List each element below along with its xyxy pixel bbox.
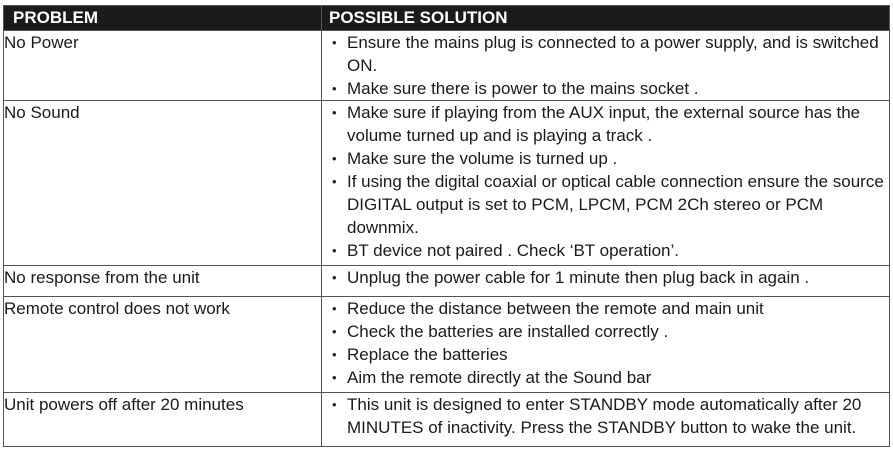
solution-cell xyxy=(322,266,890,297)
solution-item xyxy=(322,320,889,343)
table-row xyxy=(4,266,890,297)
bullet-icon: • xyxy=(332,105,337,120)
solution-text: Replace the batteries xyxy=(347,345,508,364)
solution-list xyxy=(322,31,889,100)
bullet-icon: • xyxy=(332,151,337,166)
bullet-icon: • xyxy=(332,174,337,189)
bullet-icon: • xyxy=(332,270,337,285)
bullet-icon: • xyxy=(332,35,337,50)
table-row xyxy=(4,297,890,393)
problem-cell: Unit powers off after 20 minutes xyxy=(4,393,322,447)
solution-list xyxy=(322,266,889,289)
solution-item xyxy=(322,343,889,366)
solution-text: Make sure there is power to the mains socket . xyxy=(347,79,699,98)
table-header-row xyxy=(4,6,890,31)
solution-text: If using the digital coaxial or optical cable connection ensure the source DIGITAL output is set to PCM, LPCM, PCM 2Ch stereo or PCM downmix. xyxy=(347,172,884,237)
solution-item xyxy=(322,366,889,389)
bullet-icon: • xyxy=(332,301,337,316)
solution-item xyxy=(322,266,889,289)
solution-item xyxy=(322,170,889,239)
solution-item xyxy=(322,77,889,100)
table-row xyxy=(4,101,890,266)
header-problem: PROBLEM xyxy=(4,6,322,31)
troubleshooting-table xyxy=(3,5,890,447)
solution-item xyxy=(322,239,889,262)
solution-item xyxy=(322,101,889,147)
bullet-icon: • xyxy=(332,324,337,339)
solution-text: BT device not paired . Check ‘BT operation’. xyxy=(347,241,679,260)
bullet-icon: • xyxy=(332,347,337,362)
problem-cell: No Power xyxy=(4,31,322,101)
problem-cell: No Sound xyxy=(4,101,322,266)
solution-item xyxy=(322,147,889,170)
solution-list xyxy=(322,101,889,262)
solution-item xyxy=(322,393,889,439)
bullet-icon: • xyxy=(332,397,337,412)
problem-cell: No response from the unit xyxy=(4,266,322,297)
solution-text: Ensure the mains plug is connected to a power supply, and is switched ON. xyxy=(347,33,879,75)
problem-cell: Remote control does not work xyxy=(4,297,322,393)
table-row xyxy=(4,31,890,101)
solution-text: Unplug the power cable for 1 minute then plug back in again . xyxy=(347,268,810,287)
solution-cell xyxy=(322,393,890,447)
bullet-icon: • xyxy=(332,243,337,258)
solution-cell xyxy=(322,101,890,266)
solution-cell xyxy=(322,297,890,393)
solution-item xyxy=(322,31,889,77)
solution-text: Make sure the volume is turned up . xyxy=(347,149,618,168)
solution-text: This unit is designed to enter STANDBY mode automatically after 20 MINUTES of inactivity. Press the STANDBY button to wake the unit. xyxy=(347,395,862,437)
solution-item xyxy=(322,297,889,320)
solution-cell xyxy=(322,31,890,101)
solution-text: Make sure if playing from the AUX input, the external source has the volume turned up and is playing a track . xyxy=(347,103,861,145)
solution-list xyxy=(322,393,889,439)
solution-text: Aim the remote directly at the Sound bar xyxy=(347,368,652,387)
solution-text: Reduce the distance between the remote and main unit xyxy=(347,299,764,318)
solution-list xyxy=(322,297,889,389)
bullet-icon: • xyxy=(332,81,337,96)
table-row xyxy=(4,393,890,447)
bullet-icon: • xyxy=(332,370,337,385)
solution-text: Check the batteries are installed correctly . xyxy=(347,322,669,341)
header-possible-solution: POSSIBLE SOLUTION xyxy=(322,6,890,31)
